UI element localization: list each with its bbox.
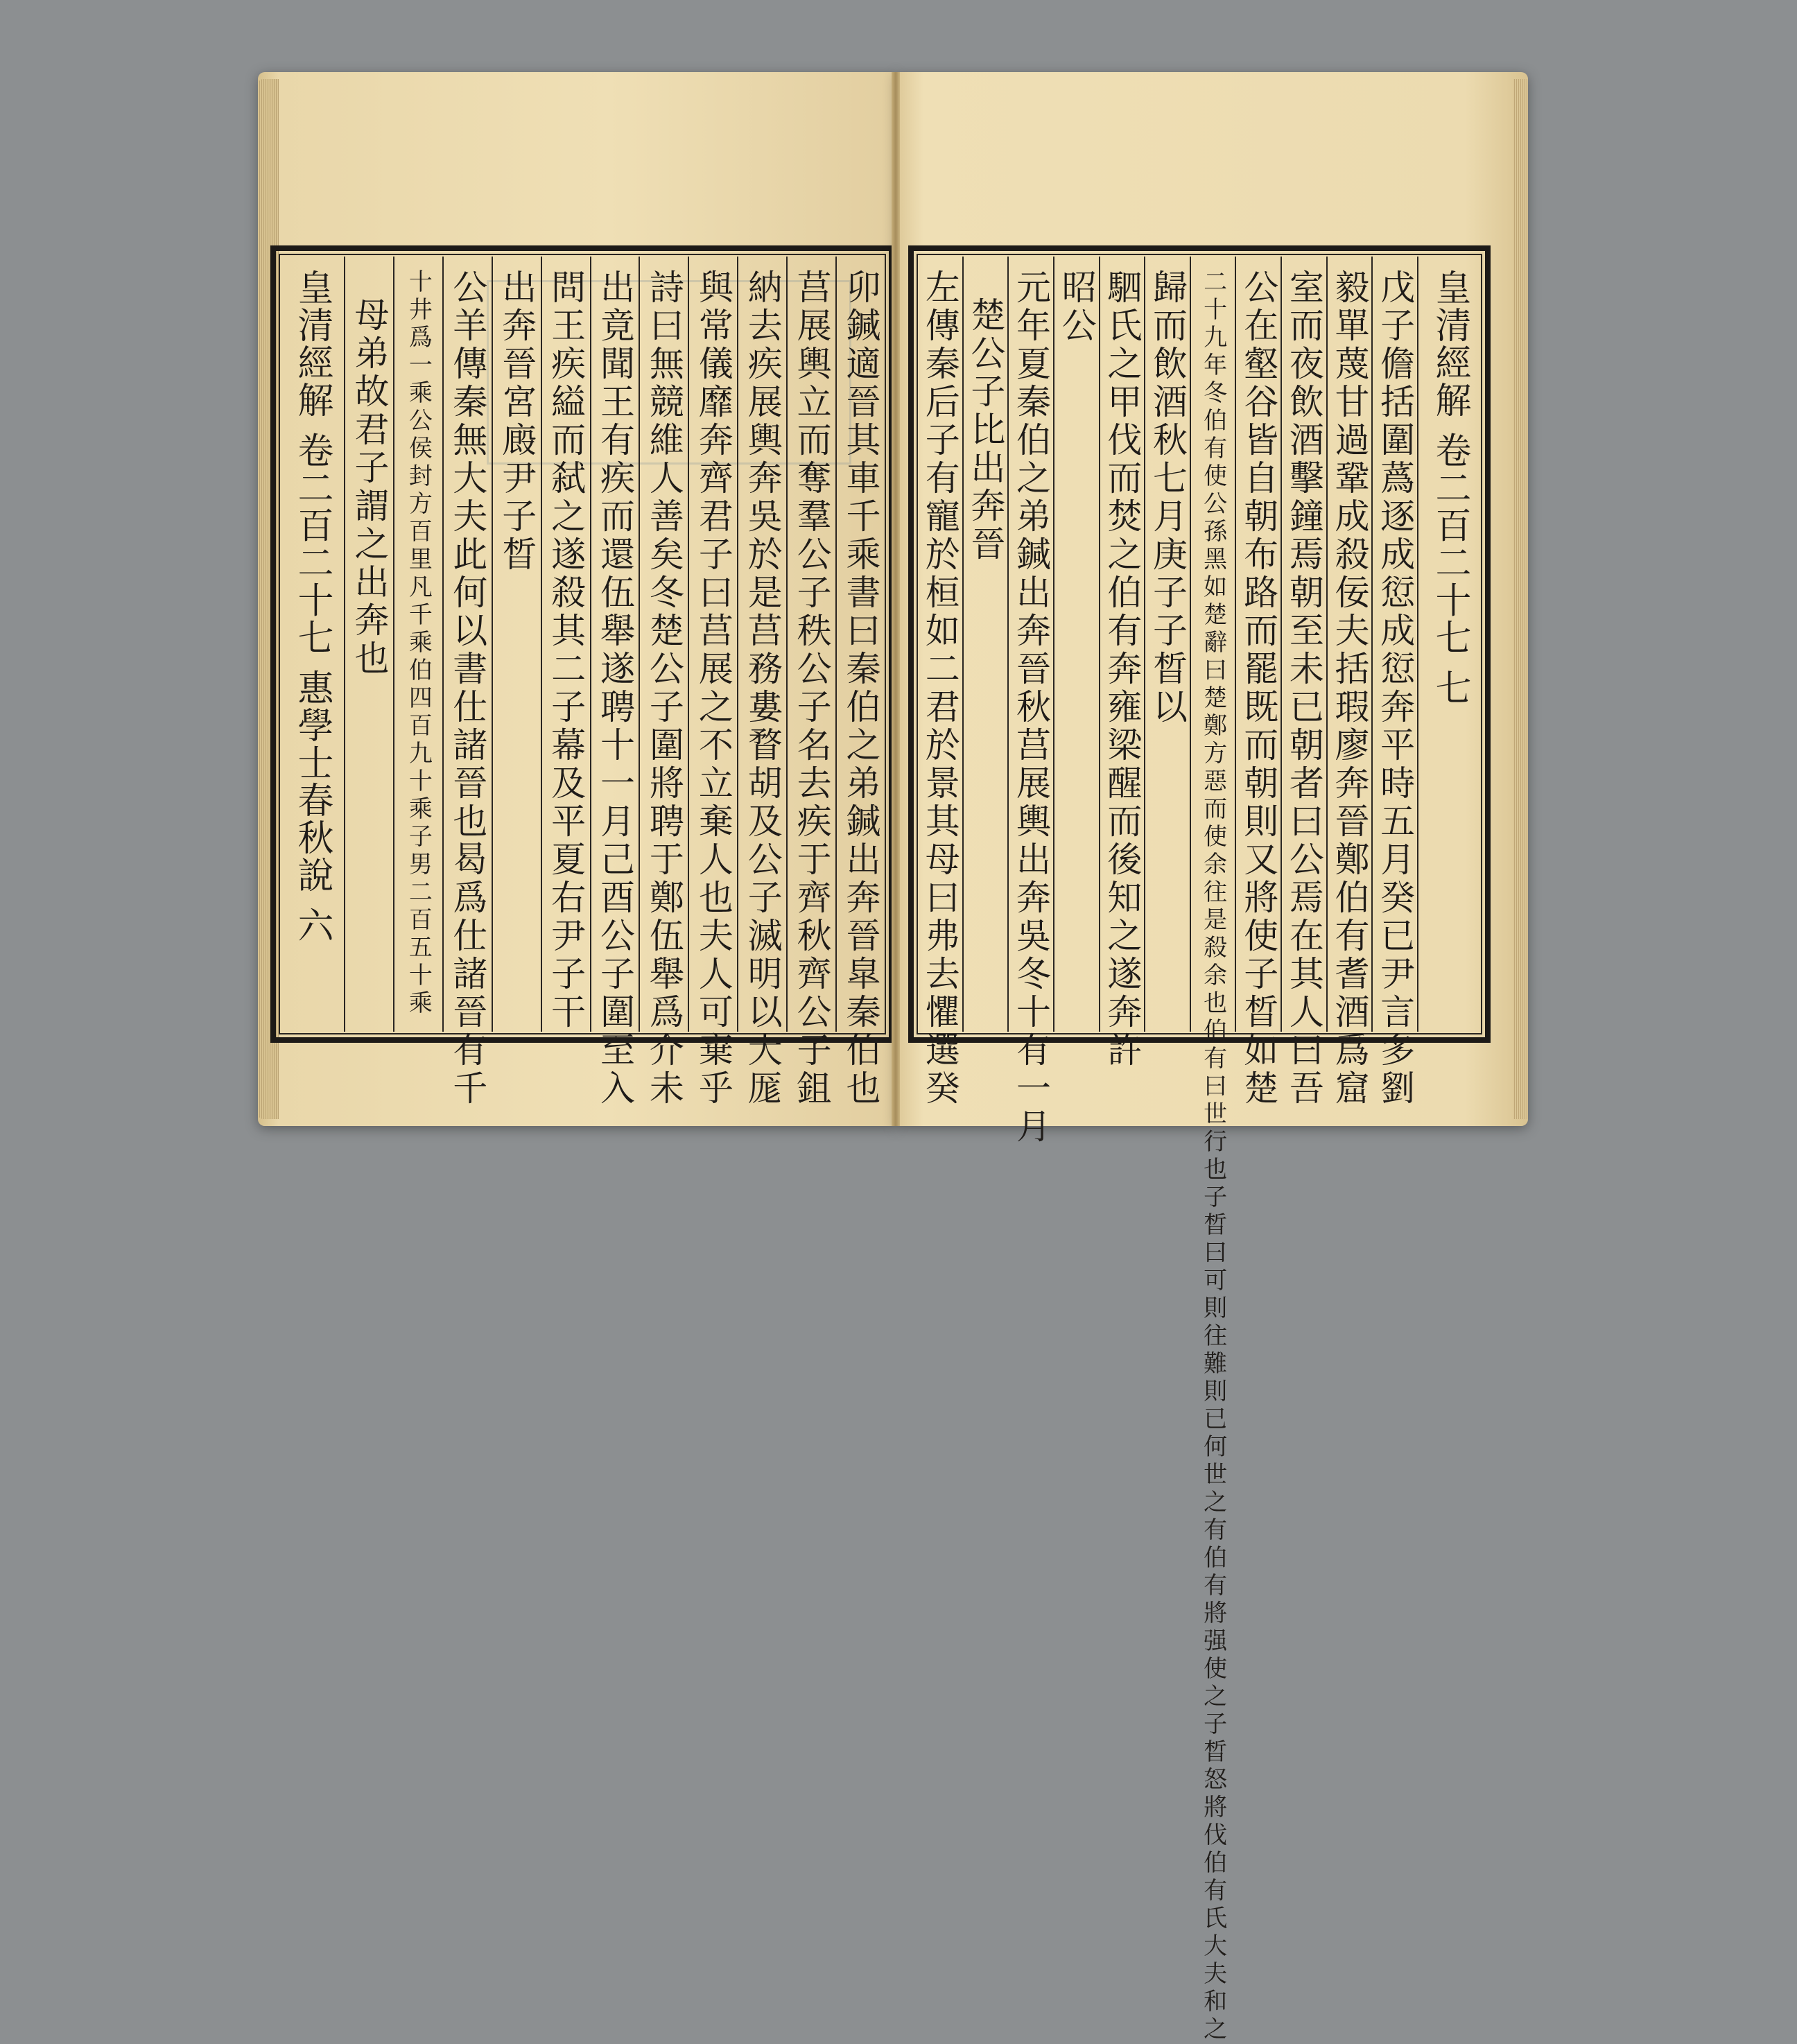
- text-column: 出竟聞王有疾而還伍舉遂聘十一月己酉公子圍至入: [590, 257, 639, 1032]
- volume-label: 卷二百二十七: [1429, 431, 1470, 657]
- open-book: [258, 72, 1528, 2044]
- commentary-column: 二十九年冬伯有使公孫黑如楚辭曰楚鄭方惡而使余往是殺余也伯有曰世行也子晳曰可則往難則已何世之有伯有將强使之子晳怒將伐伯有氏大夫和之: [1190, 257, 1235, 1032]
- volume-label: 卷二百二十七: [291, 431, 333, 657]
- text-column: 元年夏秦伯之弟鍼出奔晉秋莒展輿出奔吳冬十有一月: [1007, 257, 1053, 1032]
- text-column: 公在壑谷皆自朝布路而罷既而朝則又將使子晳如楚: [1235, 257, 1281, 1032]
- right-text-frame: [908, 245, 1491, 2044]
- text-column: 公羊傳秦無大夫此何以書仕諸晉也曷爲仕諸晉有千: [442, 257, 492, 1032]
- left-page: [258, 72, 896, 1126]
- left-columns: [280, 257, 885, 1108]
- right-columns: [918, 257, 1481, 2044]
- section-title: 昭公: [1053, 257, 1099, 1032]
- text-column: 卯鍼適晉其車千乘書曰秦伯之弟鍼出奔晉皐秦伯也: [835, 257, 885, 1032]
- page-header: [1417, 257, 1481, 1032]
- text-column: 與常儀靡奔齊君子曰莒展之不立棄人也夫人可棄乎: [688, 257, 737, 1032]
- book-title: 皇清經解: [1429, 269, 1470, 419]
- text-column: 戊子儋括圍蔿逐成愆成愆奔平時五月癸已尹言多劉: [1371, 257, 1417, 1032]
- text-column: 左傳秦后子有寵於桓如二君於景其母曰弗去懼選癸: [919, 269, 960, 1108]
- text-column: 出奔晉宮廄尹子晳: [492, 257, 541, 1032]
- book-title: 皇清經解: [291, 269, 333, 419]
- author-label: 惠學士春秋說: [291, 669, 333, 894]
- text-column: 母弟故君子謂之出奔也: [344, 257, 393, 1032]
- left-text-frame: [270, 245, 894, 1108]
- commentary-column: 十井爲一乘公侯封方百里凡千乘伯四百九十乘子男二百五十乘: [393, 257, 442, 1032]
- text-column: 莒展輿立而奪羣公子秩公子名去疾于齊秋齊公子鉏: [786, 257, 835, 1032]
- text-column: 毅單蔑甘過鞏成殺佞夫括瑕廖奔晉鄭伯有耆酒爲窟: [1326, 257, 1372, 1032]
- text-column: 楚公子比出奔晉: [962, 257, 1008, 1032]
- text-column: 詩曰無競維人善矣冬楚公子圍將聘于鄭伍舉爲介未: [639, 257, 688, 1032]
- text-column: 歸而飲酒秋七月庚子子晳以: [1144, 257, 1190, 1032]
- text-column: 駟氏之甲伐而焚之伯有奔雍梁醒而後知之遂奔許: [1099, 257, 1145, 1032]
- page-edges: [1513, 79, 1528, 1119]
- text-column: 室而夜飲酒擊鐘焉朝至未已朝者曰公焉在其人曰吾: [1281, 257, 1326, 1032]
- page-header: [280, 257, 344, 1032]
- text-column: 問王疾縊而弑之遂殺其二子幕及平夏右尹子干: [541, 257, 590, 1032]
- page-number: 六: [291, 906, 333, 944]
- book-gutter: [892, 72, 900, 1126]
- text-column: 納去疾展輿奔吳於是莒務婁瞀胡及公子滅明以大厖: [737, 257, 786, 1032]
- page-number: 七: [1429, 669, 1470, 707]
- right-page: [896, 72, 1528, 2044]
